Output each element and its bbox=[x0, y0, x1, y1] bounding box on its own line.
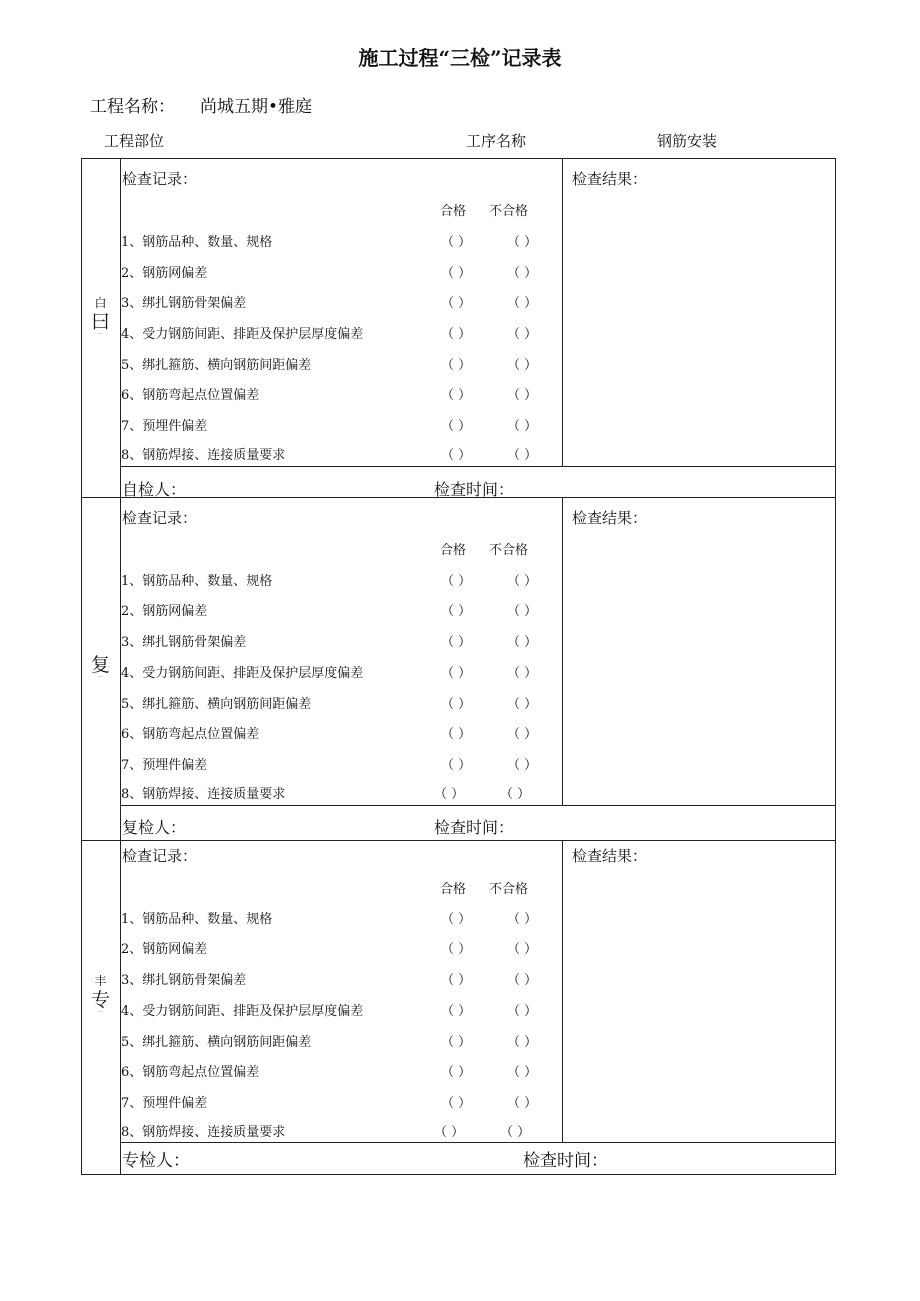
pass-checkbox: （ ） bbox=[441, 419, 472, 434]
fail-checkbox: （ ） bbox=[507, 1035, 538, 1050]
pass-checkbox: （ ） bbox=[441, 327, 472, 342]
pass-column-header: 合格 bbox=[440, 204, 467, 219]
check-item: 6、钢筋弯起点位置偏差 bbox=[121, 1065, 260, 1080]
check-record-label: 检查记录： bbox=[122, 170, 198, 188]
fail-checkbox: （ ） bbox=[507, 419, 538, 434]
pass-checkbox: （ ） bbox=[441, 1004, 472, 1019]
inspector-label: 复检人： bbox=[122, 818, 187, 837]
section-label-main: 曰 bbox=[90, 311, 110, 333]
pass-checkbox: （ ） bbox=[441, 942, 472, 957]
pass-checkbox: （ ） bbox=[441, 358, 472, 373]
fail-checkbox: （ ） bbox=[500, 1125, 531, 1140]
fail-checkbox: （ ） bbox=[507, 388, 538, 403]
check-item: 2、钢筋网偏差 bbox=[121, 942, 208, 957]
fail-checkbox: （ ） bbox=[507, 574, 538, 589]
column-divider bbox=[562, 158, 563, 466]
check-item: 8、钢筋焊接、连接质量要求 bbox=[121, 787, 286, 802]
section-label-top: 白 bbox=[94, 296, 107, 310]
section-label-main: 复 bbox=[90, 654, 110, 676]
row-divider bbox=[120, 466, 835, 467]
check-result-label: 检查结果： bbox=[572, 847, 648, 865]
fail-checkbox: （ ） bbox=[507, 758, 538, 773]
column-divider bbox=[562, 840, 563, 1142]
pass-checkbox: （ ） bbox=[441, 604, 472, 619]
fail-checkbox: （ ） bbox=[507, 727, 538, 742]
pass-checkbox: （ ） bbox=[441, 1096, 472, 1111]
pass-checkbox: （ ） bbox=[441, 758, 472, 773]
pass-checkbox: （ ） bbox=[441, 635, 472, 650]
check-result-label: 检查结果： bbox=[572, 509, 648, 527]
fail-checkbox: （ ） bbox=[507, 266, 538, 281]
check-item: 3、绑扎钢筋骨架偏差 bbox=[121, 973, 247, 988]
check-time-label: 检查时间： bbox=[434, 480, 515, 499]
section-label-tail: ﹊ bbox=[96, 675, 105, 685]
pass-checkbox: （ ） bbox=[441, 574, 472, 589]
fail-checkbox: （ ） bbox=[507, 1096, 538, 1111]
row-divider bbox=[120, 805, 835, 806]
check-item: 1、钢筋品种、数量、规格 bbox=[121, 912, 273, 927]
check-item: 4、受力钢筋间距、排距及保护层厚度偏差 bbox=[121, 666, 364, 681]
pass-checkbox: （ ） bbox=[441, 388, 472, 403]
check-item: 2、钢筋网偏差 bbox=[121, 604, 208, 619]
fail-checkbox: （ ） bbox=[507, 296, 538, 311]
project-part-label: 工程部位 bbox=[104, 132, 165, 150]
pass-checkbox: （ ） bbox=[441, 235, 472, 250]
check-record-label: 检查记录： bbox=[122, 509, 198, 527]
pass-checkbox: （ ） bbox=[441, 448, 472, 463]
pass-checkbox: （ ） bbox=[441, 296, 472, 311]
check-record-label: 检查记录： bbox=[122, 847, 198, 865]
fail-checkbox: （ ） bbox=[507, 235, 538, 250]
check-item: 2、钢筋网偏差 bbox=[121, 266, 208, 281]
check-item: 8、钢筋焊接、连接质量要求 bbox=[121, 1125, 286, 1140]
check-item: 1、钢筋品种、数量、规格 bbox=[121, 574, 273, 589]
check-item: 4、受力钢筋间距、排距及保护层厚度偏差 bbox=[121, 327, 364, 342]
fail-checkbox: （ ） bbox=[507, 327, 538, 342]
project-name-value: 尚城五期•雅庭 bbox=[200, 97, 313, 117]
pass-checkbox: （ ） bbox=[441, 666, 472, 681]
check-item: 7、预埋件偏差 bbox=[121, 419, 208, 434]
row-divider bbox=[120, 1142, 835, 1143]
pass-checkbox: （ ） bbox=[434, 787, 465, 802]
check-time-label: 检查时间： bbox=[434, 818, 515, 837]
process-name-value: 钢筋安装 bbox=[657, 132, 718, 150]
check-item: 7、预埋件偏差 bbox=[121, 758, 208, 773]
pass-column-header: 合格 bbox=[440, 543, 467, 558]
fail-checkbox: （ ） bbox=[507, 697, 538, 712]
process-name-label: 工序名称 bbox=[466, 132, 527, 150]
fail-checkbox: （ ） bbox=[507, 604, 538, 619]
column-divider bbox=[562, 497, 563, 805]
check-item: 6、钢筋弯起点位置偏差 bbox=[121, 388, 260, 403]
pass-checkbox: （ ） bbox=[434, 1125, 465, 1140]
check-item: 5、绑扎箍筋、横向钢筋间距偏差 bbox=[121, 1035, 312, 1050]
pass-checkbox: （ ） bbox=[441, 697, 472, 712]
check-item: 7、预埋件偏差 bbox=[121, 1096, 208, 1111]
check-time-label: 检查时间： bbox=[523, 1151, 608, 1171]
pass-checkbox: （ ） bbox=[441, 973, 472, 988]
fail-checkbox: （ ） bbox=[507, 942, 538, 957]
check-result-label: 检查结果： bbox=[572, 170, 648, 188]
pass-checkbox: （ ） bbox=[441, 266, 472, 281]
fail-checkbox: （ ） bbox=[507, 912, 538, 927]
check-item: 4、受力钢筋间距、排距及保护层厚度偏差 bbox=[121, 1004, 364, 1019]
check-item: 5、绑扎箍筋、横向钢筋间距偏差 bbox=[121, 358, 312, 373]
pass-checkbox: （ ） bbox=[441, 1035, 472, 1050]
pass-checkbox: （ ） bbox=[441, 1065, 472, 1080]
check-item: 1、钢筋品种、数量、规格 bbox=[121, 235, 273, 250]
check-item: 6、钢筋弯起点位置偏差 bbox=[121, 727, 260, 742]
section-label-main: 专 bbox=[90, 989, 110, 1011]
section-label bbox=[81, 974, 120, 1019]
fail-column-header: 不合格 bbox=[489, 543, 529, 558]
pass-column-header: 合格 bbox=[440, 882, 467, 897]
fail-checkbox: （ ） bbox=[507, 358, 538, 373]
section-label-tail: ﹊ bbox=[96, 332, 105, 342]
check-item: 8、钢筋焊接、连接质量要求 bbox=[121, 448, 286, 463]
inspector-label: 自检人： bbox=[122, 480, 187, 499]
fail-checkbox: （ ） bbox=[507, 1065, 538, 1080]
fail-column-header: 不合格 bbox=[489, 882, 529, 897]
page-title: 施工过程“三检”记录表 bbox=[358, 46, 562, 70]
fail-checkbox: （ ） bbox=[507, 635, 538, 650]
section-label-tail: ﹊ bbox=[96, 1010, 105, 1020]
fail-column-header: 不合格 bbox=[489, 204, 529, 219]
check-item: 3、绑扎钢筋骨架偏差 bbox=[121, 296, 247, 311]
section-label-top: 丰 bbox=[94, 974, 107, 988]
project-name-label: 工程名称： bbox=[90, 97, 175, 117]
fail-checkbox: （ ） bbox=[507, 1004, 538, 1019]
check-item: 5、绑扎箍筋、横向钢筋间距偏差 bbox=[121, 697, 312, 712]
check-item: 3、绑扎钢筋骨架偏差 bbox=[121, 635, 247, 650]
row-divider bbox=[81, 840, 835, 841]
fail-checkbox: （ ） bbox=[507, 973, 538, 988]
pass-checkbox: （ ） bbox=[441, 727, 472, 742]
section-label bbox=[81, 296, 120, 341]
fail-checkbox: （ ） bbox=[507, 666, 538, 681]
fail-checkbox: （ ） bbox=[507, 448, 538, 463]
inspector-label: 专检人： bbox=[122, 1151, 190, 1171]
pass-checkbox: （ ） bbox=[441, 912, 472, 927]
section-label bbox=[81, 654, 120, 684]
fail-checkbox: （ ） bbox=[500, 787, 531, 802]
